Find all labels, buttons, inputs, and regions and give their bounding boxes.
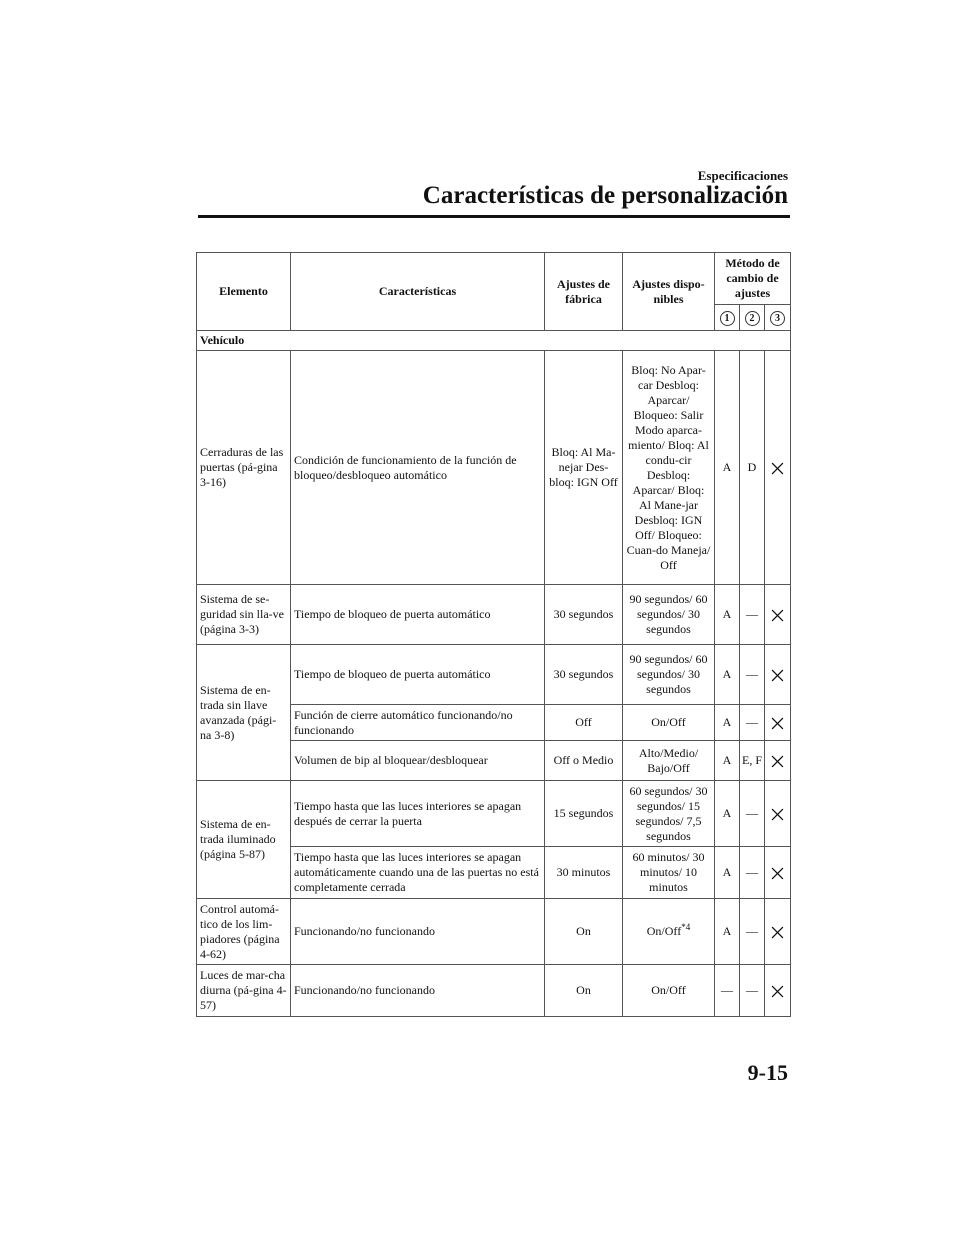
- x-mark-icon: [771, 755, 784, 768]
- row-method-2: —: [740, 645, 765, 705]
- table-row: [197, 899, 791, 965]
- row-factory: 30 segundos: [545, 645, 623, 705]
- row-feature: Volumen de bip al bloquear/desbloquear: [291, 741, 545, 781]
- row-feature: Funcionando/no funcionando: [291, 899, 545, 965]
- section-vehicle: Vehículo: [197, 331, 791, 351]
- row-factory: 30 segundos: [545, 585, 623, 645]
- x-mark-icon: [771, 609, 784, 622]
- row-available: 90 segundos/ 60 segundos/ 30 segundos: [623, 585, 715, 645]
- row-method-1: A: [715, 351, 740, 585]
- row-factory: Bloq: Al Ma-nejar Des-bloq: IGN Off: [545, 351, 623, 585]
- row-method-2: E, F: [740, 741, 765, 781]
- row-feature: Tiempo de bloqueo de puerta automático: [291, 585, 545, 645]
- circled-number-2-icon: 2: [745, 311, 760, 326]
- row-method-3: [765, 899, 791, 965]
- row-factory: On: [545, 965, 623, 1017]
- row-factory: 15 segundos: [545, 781, 623, 847]
- row-method-2: —: [740, 781, 765, 847]
- row-method-3: [765, 965, 791, 1017]
- x-mark-icon: [771, 717, 784, 730]
- row-method-1: A: [715, 741, 740, 781]
- customization-table: [196, 252, 791, 1017]
- x-mark-icon: [771, 926, 784, 939]
- row-available: On/Off: [623, 705, 715, 741]
- header-method-3: [765, 305, 791, 331]
- row-method-2: —: [740, 965, 765, 1017]
- row-feature: Función de cierre automático funcionando/no funcionando: [291, 705, 545, 741]
- row-item: Cerraduras de las puertas (pá-gina 3-16): [197, 351, 291, 585]
- row-method-1: —: [715, 965, 740, 1017]
- header-item: Elemento: [197, 253, 291, 331]
- circled-number-3-icon: 3: [770, 311, 785, 326]
- table-row: [197, 351, 791, 585]
- header-available: Ajustes dispo-nibles: [623, 253, 715, 331]
- header-method: Método de cambio de ajustes: [715, 253, 791, 305]
- table-row: [197, 645, 791, 705]
- row-available: 90 segundos/ 60 segundos/ 30 segundos: [623, 645, 715, 705]
- table-row: [197, 585, 791, 645]
- row-method-1: A: [715, 847, 740, 899]
- row-available: [623, 899, 715, 965]
- row-method-3: [765, 585, 791, 645]
- row-available: Bloq: No Apar-car Desbloq: Aparcar/ Bloqueo: Salir Modo aparca-miento/ Bloq: Al condu-cir Desbloq: Aparcar/ Bloq: Al Mane-jar Desbloq: IGN Off/ Bloqueo: Cuan-do Maneja/ Off: [623, 351, 715, 585]
- header-feature: Características: [291, 253, 545, 331]
- row-method-1: A: [715, 899, 740, 965]
- row-feature: Tiempo de bloqueo de puerta automático: [291, 645, 545, 705]
- title-rule: [198, 215, 790, 218]
- row-feature: Tiempo hasta que las luces interiores se apagan automáticamente cuando una de las puertas no está completamente cerrada: [291, 847, 545, 899]
- row-method-1: A: [715, 645, 740, 705]
- circled-number-1-icon: 1: [720, 311, 735, 326]
- row-feature: Funcionando/no funcionando: [291, 965, 545, 1017]
- row-method-1: A: [715, 781, 740, 847]
- row-method-2: —: [740, 847, 765, 899]
- row-factory: Off: [545, 705, 623, 741]
- row-item: Sistema de se-guridad sin lla-ve (página 3-3): [197, 585, 291, 645]
- row-method-2: —: [740, 705, 765, 741]
- section-row: [197, 331, 791, 351]
- row-available: 60 segundos/ 30 segundos/ 15 segundos/ 7,5 segundos: [623, 781, 715, 847]
- row-item: Sistema de en-trada iluminado (página 5-87): [197, 781, 291, 899]
- x-mark-icon: [771, 867, 784, 880]
- x-mark-icon: [771, 669, 784, 682]
- row-feature: Condición de funcionamiento de la función de bloqueo/desbloqueo automático: [291, 351, 545, 585]
- row-method-3: [765, 705, 791, 741]
- row-item: Luces de mar-cha diurna (pá-gina 4-57): [197, 965, 291, 1017]
- row-available-text: On/Off: [646, 924, 682, 938]
- x-mark-icon: [771, 462, 784, 475]
- row-factory: 30 minutos: [545, 847, 623, 899]
- row-available: 60 minutos/ 30 minutos/ 10 minutos: [623, 847, 715, 899]
- row-method-2: D: [740, 351, 765, 585]
- row-item: Control automá-tico de los lim-piadores (página 4-62): [197, 899, 291, 965]
- row-method-3: [765, 645, 791, 705]
- row-method-1: A: [715, 705, 740, 741]
- row-method-3: [765, 741, 791, 781]
- row-feature: Tiempo hasta que las luces interiores se apagan después de cerrar la puerta: [291, 781, 545, 847]
- header-factory: Ajustes de fábrica: [545, 253, 623, 331]
- row-method-3: [765, 781, 791, 847]
- page-title: Características de personalización: [422, 182, 788, 209]
- row-item: Sistema de en-trada sin llave avanzada (pági-na 3-8): [197, 645, 291, 781]
- row-method-2: —: [740, 585, 765, 645]
- row-method-2: —: [740, 899, 765, 965]
- row-method-3: [765, 847, 791, 899]
- row-factory: On: [545, 899, 623, 965]
- row-available: Alto/Medio/ Bajo/Off: [623, 741, 715, 781]
- table-row: [197, 781, 791, 847]
- row-method-1: A: [715, 585, 740, 645]
- x-mark-icon: [771, 985, 784, 998]
- row-method-3: [765, 351, 791, 585]
- x-mark-icon: [771, 808, 784, 821]
- page-number: 9-15: [747, 1060, 788, 1085]
- header-method-1: [715, 305, 740, 331]
- section-label: Especificaciones: [697, 168, 788, 183]
- table-row: [197, 965, 791, 1017]
- header-method-2: [740, 305, 765, 331]
- footnote-marker: *4: [681, 922, 691, 932]
- row-factory: Off o Medio: [545, 741, 623, 781]
- row-available: On/Off: [623, 965, 715, 1017]
